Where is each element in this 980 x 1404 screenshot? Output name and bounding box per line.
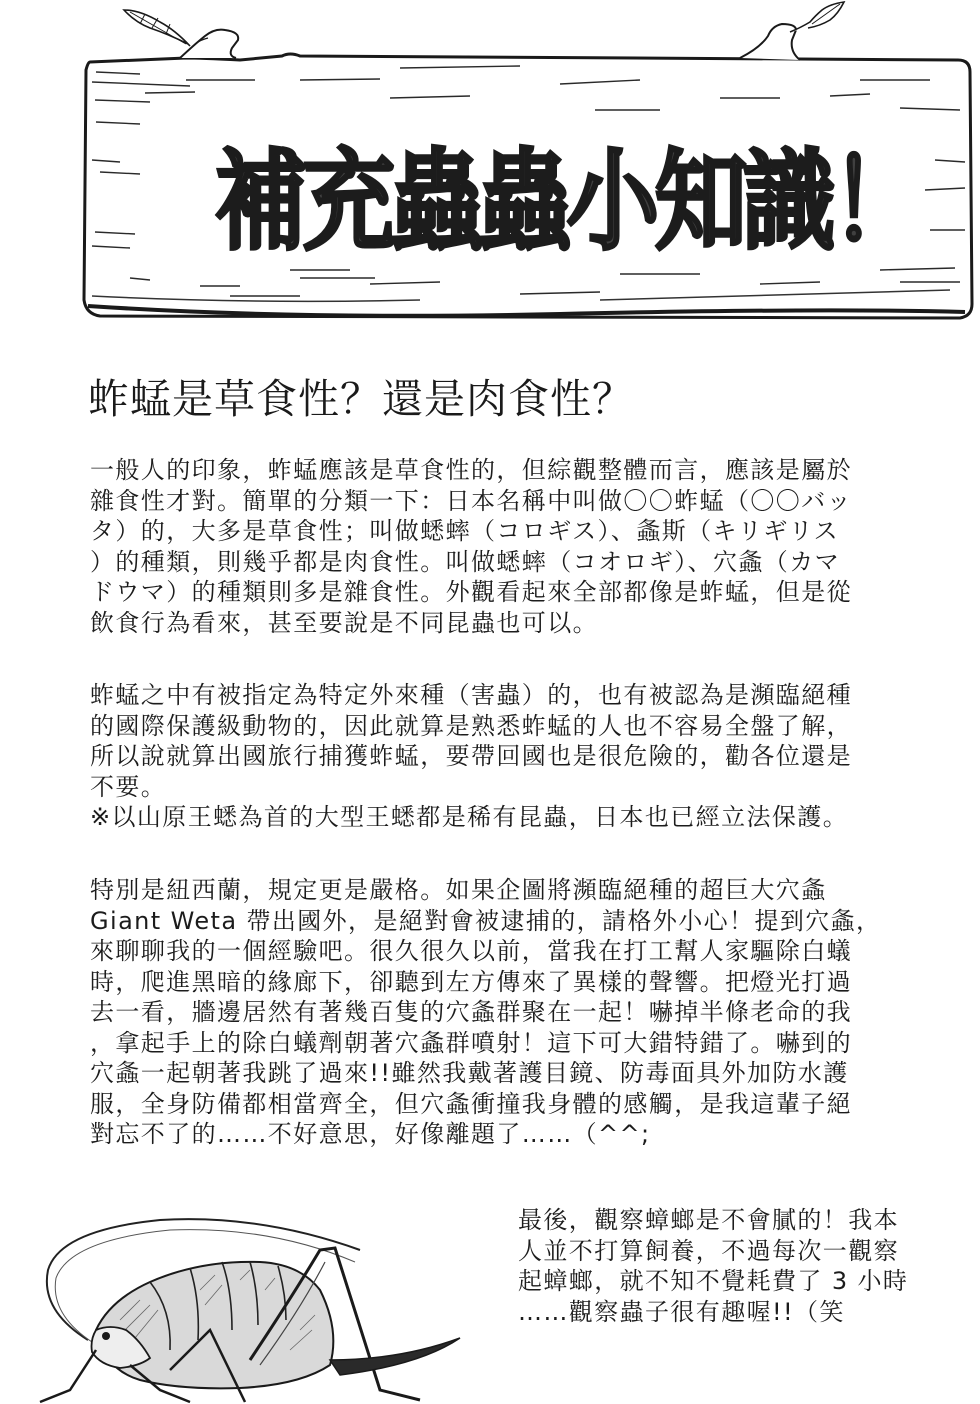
paragraph-giant-weta-story bbox=[90, 875, 960, 1150]
text-line: 飲食行為看來，甚至要說是不同昆蟲也可以。 bbox=[90, 608, 598, 637]
text-line: ）的種類，則幾乎都是肉食性。叫做蟋蟀（コオロギ）、穴螽（カマ bbox=[90, 547, 840, 576]
text-line: 對忘不了的……不好意思，好像離題了……（^^; bbox=[90, 1120, 651, 1148]
footnote-line: ※以山原王蟋為首的大型王蟋都是稀有昆蟲，日本也已經立法保護。 bbox=[90, 803, 849, 831]
text-line: 來聊聊我的一個經驗吧。很久很久以前，當我在打工幫人家驅除白蟻 bbox=[90, 937, 852, 965]
paragraph-diet-classification bbox=[90, 455, 960, 638]
text-line: 特別是紐西蘭，規定更是嚴格。如果企圖將瀕臨絕種的超巨大穴螽 bbox=[90, 876, 827, 904]
text-line: 穴螽一起朝著我跳了過來!!雖然我戴著護目鏡、防毒面具外加防水護 bbox=[90, 1059, 849, 1087]
text-line: 時，爬進黑暗的緣廊下，卻聽到左方傳來了異樣的聲響。把燈光打過 bbox=[90, 967, 852, 996]
text-line: 所以說就算出國旅行捕獲蚱蜢，要帶回國也是很危險的，勸各位還是 bbox=[90, 742, 852, 770]
text-line: 雜食性才對。簡單的分類一下：日本名稱中叫做〇〇蚱蜢（〇〇バッ bbox=[90, 486, 852, 515]
text-line: 人並不打算飼養，不過每次一觀察 bbox=[518, 1236, 899, 1265]
text-line: 的國際保護級動物的，因此就算是熟悉蚱蜢的人也不容易全盤了解， bbox=[90, 711, 852, 740]
text-line: 一般人的印象，蚱蜢應該是草食性的，但綜觀整體而言，應該是屬於 bbox=[90, 456, 852, 484]
text-line: ドウマ）的種類則多是雜食性。外觀看起來全部都像是蚱蜢，但是從 bbox=[90, 578, 852, 606]
text-line: 去一看，牆邊居然有著幾百隻的穴螽群聚在一起！嚇掉半條老命的我 bbox=[90, 998, 852, 1026]
wooden-sign-header bbox=[0, 0, 980, 340]
sign-title: 補充蟲蟲小知識！ bbox=[215, 138, 920, 265]
paragraph-closing-note bbox=[518, 1205, 968, 1327]
text-line: ，拿起手上的除白蟻劑朝著穴螽群噴射！這下可大錯特錯了。嚇到的 bbox=[90, 1028, 852, 1057]
text-line: 不要。 bbox=[90, 772, 167, 801]
weta-illustration bbox=[0, 1190, 500, 1404]
text-line: Giant Weta 帶出國外，是絕對會被逮捕的，請格外小心！提到穴螽， bbox=[90, 906, 882, 935]
text-line: 蚱蜢之中有被指定為特定外來種（害蟲）的，也有被認為是瀕臨絕種 bbox=[90, 681, 852, 709]
article-headline: 蚱蜢是草食性？還是肉食性？ bbox=[88, 375, 634, 423]
text-line: ……觀察蟲子很有趣喔!!（笑 bbox=[518, 1297, 845, 1326]
text-line: 起蟑螂，就不知不覺耗費了 3 小時 bbox=[518, 1267, 909, 1295]
text-line: タ）的，大多是草食性；叫做蟋蟀（コロギス）、螽斯（キリギリス bbox=[90, 517, 840, 545]
text-line: 最後，觀察蟑螂是不會膩的！我本 bbox=[518, 1206, 899, 1234]
text-line: 服，全身防備都相當齊全，但穴螽衝撞我身體的感觸，是我這輩子絕 bbox=[90, 1089, 852, 1118]
paragraph-protected-species bbox=[90, 680, 960, 833]
